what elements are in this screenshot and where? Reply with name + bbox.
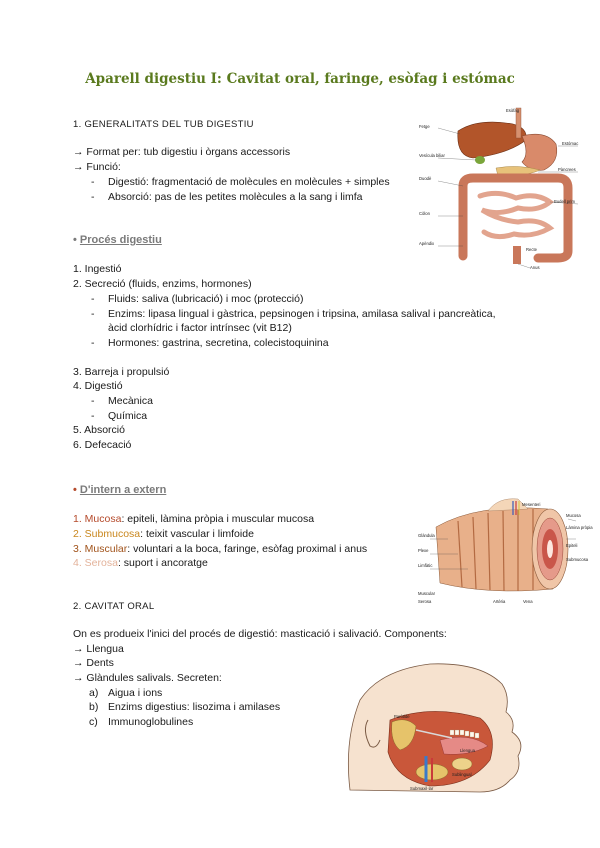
digestive-system-figure [418, 106, 588, 271]
label-anus: Anus [530, 265, 540, 270]
dash-marker: - [91, 293, 95, 305]
secrecio-item: Fluids: saliva (lubricació) i moc (protecció) [108, 293, 304, 305]
layer-desc: : suport i ancoratge [117, 557, 208, 569]
label-arteria: Artèria [493, 599, 506, 604]
label-sublingual: Sublingual [452, 772, 472, 777]
dash-marker: - [91, 176, 95, 188]
funcio-item: Digestió: fragmentació de molècules en molècules + simples [108, 176, 390, 188]
layer-muscular [73, 543, 367, 555]
layer-name: 1. Mucosa [73, 513, 122, 525]
format-line: → Format per: tub digestiu i òrgans accessoris [73, 146, 291, 158]
step: 6. Defecació [73, 439, 132, 451]
step: 1. Ingestió [73, 263, 122, 275]
list-marker: c) [89, 716, 98, 728]
label-parotide: Paròtide [394, 714, 410, 719]
layer-serosa [73, 557, 208, 569]
label-estomac: Estómac [562, 141, 579, 146]
label-mesenteri: Mesenteri [522, 502, 541, 507]
bullet: • [73, 484, 77, 496]
secrecio-item: Hormones: gastrina, secretina, colecistoquinina [108, 337, 329, 349]
component: → Dents [73, 657, 114, 669]
label-fetge: Fetge [419, 124, 430, 129]
label-muscular: Muscular [418, 591, 435, 596]
layer-desc: : epiteli, làmina pròpia i muscular mucosa [121, 513, 315, 525]
step: 3. Barreja i propulsió [73, 366, 170, 378]
secreten-item: Immunoglobulines [108, 716, 194, 728]
label-esofag: Esòfag [506, 108, 520, 113]
capes-heading [73, 484, 166, 496]
tube-layers-figure [418, 499, 593, 607]
label-lamina: Làmina pròpia [566, 525, 593, 530]
digestio-item: Química [108, 410, 148, 422]
page-title: Aparell digestiu I: Cavitat oral, faringe, esòfag i estómac [85, 71, 515, 87]
label-budell: Budell prim [554, 199, 575, 204]
layer-name: 3. Muscular [73, 543, 128, 555]
funcio-line: → Funció: [73, 161, 121, 173]
step: 4. Digestió [73, 380, 123, 392]
layer-name: 4. Serosa [73, 557, 118, 569]
layer-submucosa [73, 528, 254, 540]
label-submaxillar: Submaxil·lar [410, 786, 434, 791]
oral-cavity-figure [340, 660, 540, 795]
dash-marker: - [91, 191, 95, 203]
layer-mucosa [73, 513, 314, 525]
label-recte: Recte [526, 247, 537, 252]
label-mucosa: Mucosa [566, 513, 581, 518]
layer-name: 2. Submucosa [73, 528, 141, 540]
layer-desc: : teixit vascular i limfoide [140, 528, 254, 540]
label-colon: Còlon [419, 211, 430, 216]
dash-marker: - [91, 410, 95, 422]
secreten-item: Aigua i ions [108, 687, 163, 699]
component: → Glàndules salivals. Secreten: [73, 672, 222, 684]
label-vena: Vena [523, 599, 533, 604]
secreten-item: Enzims digestius: lisozima i amilases [108, 701, 281, 713]
dash-marker: - [91, 337, 95, 349]
label-llengua: Llengua [460, 748, 475, 753]
bullet: • [73, 234, 77, 246]
label-vesicula: Vesícula biliar [419, 153, 445, 158]
dash-marker: - [91, 308, 95, 320]
section2-heading: 2. CAVITAT ORAL [73, 601, 155, 612]
label-pancrees: Pàncrees [558, 167, 576, 172]
label-duode: Duodè [419, 176, 432, 181]
label-glandula: Glàndula [418, 533, 435, 538]
list-marker: a) [89, 687, 99, 699]
secrecio-item: Enzims: lipasa lingual i gàstrica, pepsinogen i tripsina, amilasa salival i pancreàtica, [108, 308, 496, 320]
list-marker: b) [89, 701, 99, 713]
step: 5. Absorció [73, 424, 125, 436]
proces-title: Procés digestiu [79, 234, 162, 246]
proces-heading [73, 234, 162, 246]
oral-intro: On es produeix l'inici del procés de digestió: masticació i salivació. Components: [73, 628, 447, 640]
funcio-item: Absorció: pas de les petites molècules a la sang i limfa [108, 191, 363, 203]
capes-title: D'intern a extern [79, 484, 167, 496]
step: 2. Secreció (fluids, enzims, hormones) [73, 278, 252, 290]
label-apendix: Apèndix [419, 241, 435, 246]
secrecio-item: àcid clorhídric i factor intrínsec (vit B12) [108, 322, 292, 334]
digestio-item: Mecànica [108, 395, 153, 407]
component: → Llengua [73, 643, 124, 655]
label-limfatic: Limfàtic [418, 563, 433, 568]
layer-desc: : voluntari a la boca, faringe, esòfag proximal i anus [127, 543, 368, 555]
label-submucosa: Submucosa [566, 557, 589, 562]
label-serosa: Serosa [418, 599, 432, 604]
label-epiteli: Epiteli [566, 543, 578, 548]
dash-marker: - [91, 395, 95, 407]
section1-heading: 1. GENERALITATS DEL TUB DIGESTIU [73, 119, 254, 130]
label-plexe: Plexe [418, 548, 429, 553]
